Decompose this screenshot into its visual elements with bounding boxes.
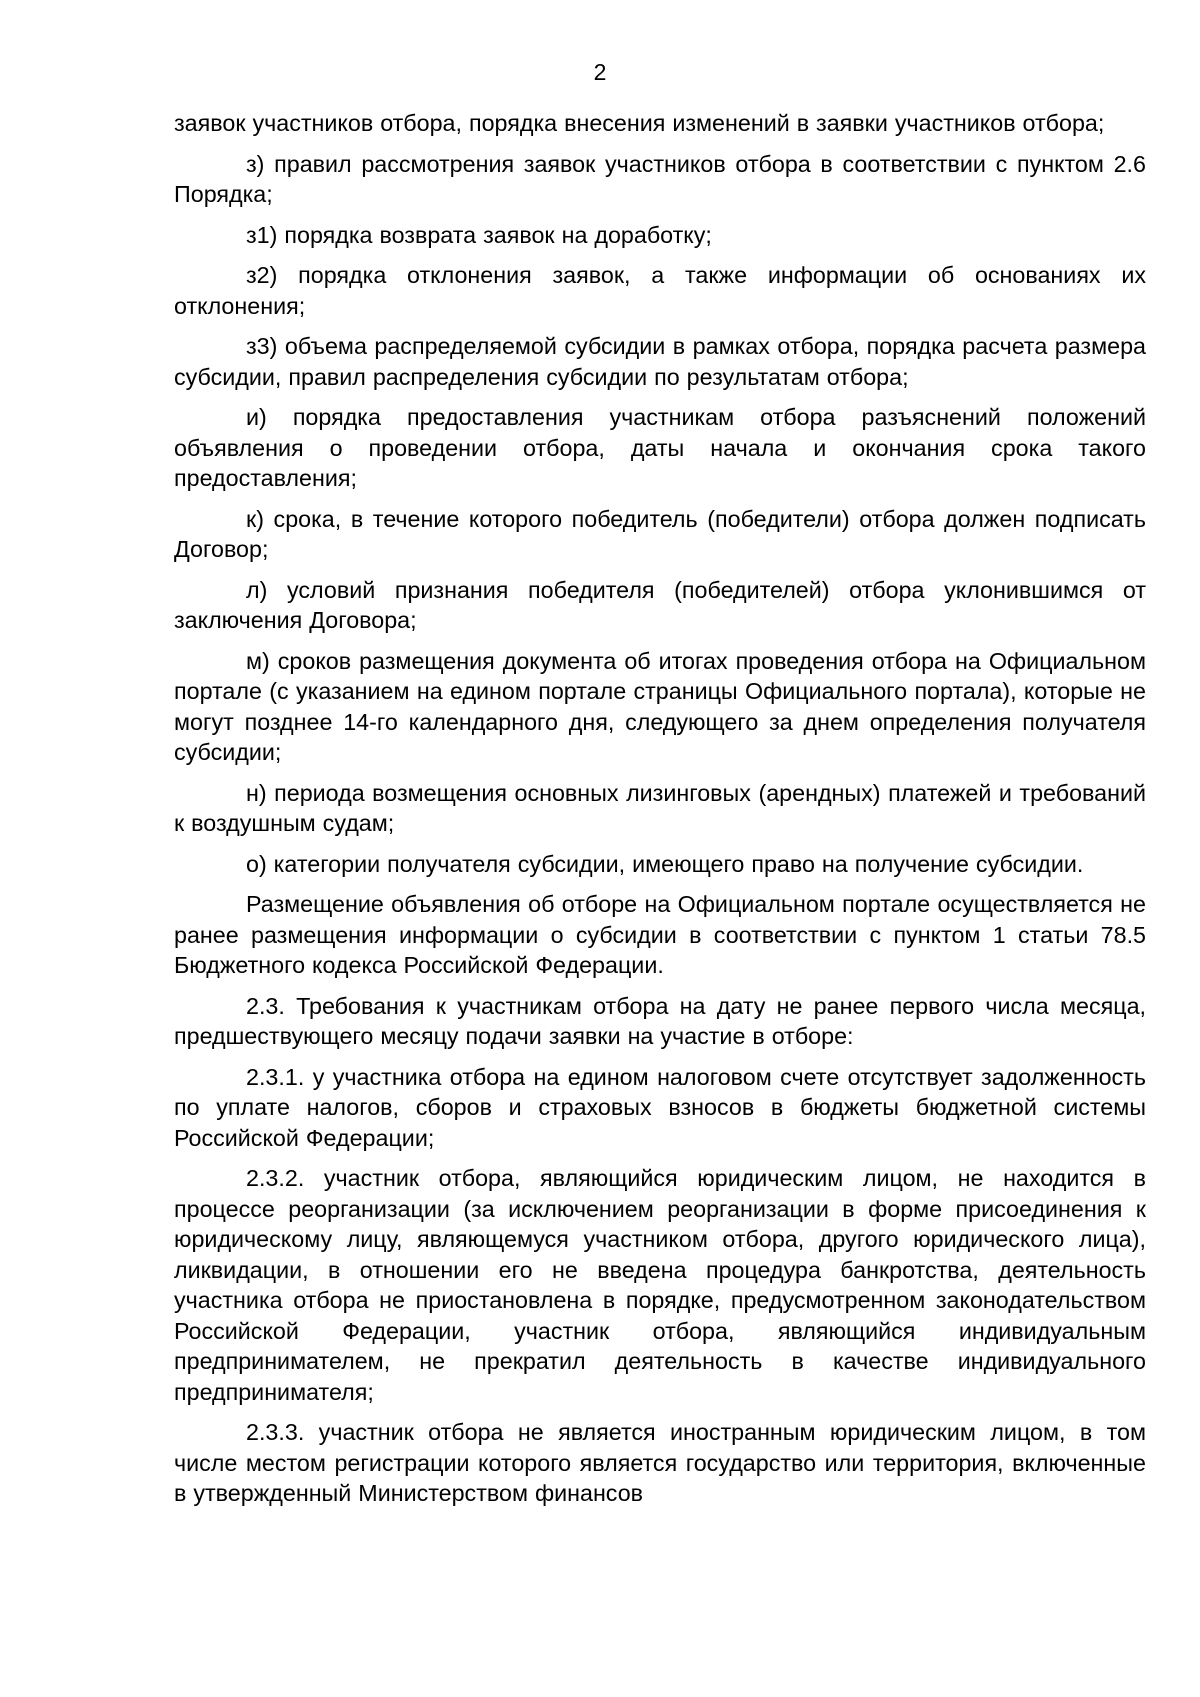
paragraph-section-2-3-1: 2.3.1. у участника отбора на едином налоговом счете отсутствует задолженность по уплате налогов, сборов и страховых взносов в бюджеты бюджетной системы Российской Федерации; [174, 1063, 1146, 1151]
paragraph-item-n: н) периода возмещения основных лизинговых (арендных) платежей и требований к воздушным судам; [174, 779, 1146, 836]
paragraph-item-l: л) условий признания победителя (победителей) отбора уклонившимся от заключения Договора; [174, 576, 1146, 633]
paragraph-item-z3: з3) объема распределяемой субсидии в рамках отбора, порядка расчета размера субсидии, правил распределения субсидии по результатам отбора; [174, 333, 1146, 390]
paragraph-item-i: и) порядка предоставления участникам отбора разъяснений положений объявления о проведении отбора, даты начала и окончания срока такого предоставления; [174, 404, 1146, 491]
page-number: 2 [593, 59, 607, 85]
paragraph-item-o: о) категории получателя субсидии, имеющего право на получение субсидии. [246, 850, 1084, 877]
paragraph-item-z: з) правил рассмотрения заявок участников отбора в соответствии с пунктом 2.6 Порядка; [174, 150, 1146, 207]
paragraph-announcement-placement: Размещение объявления об отборе на Официальном портале осуществляется не ранее размещения информации о субсидии в соответствии с пунктом 1 статьи 78.5 Бюджетного кодекса Российской Федерации. [174, 891, 1146, 978]
paragraph-item-z2: з2) порядка отклонения заявок, а также информации об основаниях их отклонения; [174, 262, 1146, 319]
paragraph-section-2-3: 2.3. Требования к участникам отбора на дату не ранее первого числа месяца, предшествующего месяцу подачи заявки на участие в отборе: [174, 992, 1146, 1049]
document-body [174, 108, 1146, 1519]
paragraph-continuation: заявок участников отбора, порядка внесения изменений в заявки участников отбора; [174, 110, 1105, 136]
paragraph-item-z1: з1) порядка возврата заявок на доработку; [246, 221, 712, 248]
paragraph-item-m: м) сроков размещения документа об итогах проведения отбора на Официальном портале (с указанием на едином портале страницы Официального портала), которые не могут позднее 14-го календарного дня, следующего за днем определения получателя субсидии; [174, 647, 1146, 765]
paragraph-item-k: к) срока, в течение которого победитель (победители) отбора должен подписать Договор; [174, 505, 1146, 562]
paragraph-section-2-3-3: 2.3.3. участник отбора не является иностранным юридическим лицом, в том числе местом регистрации которого является государство или территория, включенные в утвержденный Министерством финансов [174, 1419, 1146, 1506]
paragraph-section-2-3-2: 2.3.2. участник отбора, являющийся юридическим лицом, не находится в процессе реорганизации (за исключением реорганизации в форме присоединения к юридическому лицу, являющемуся участником отбора, другого юридического лица), ликвидации, в отношении его не введена процедура банкротства, деятельность участника отбора не приостановлена в порядке, предусмотренном законодательством Российской Федерации, участник отбора, являющийся индивидуальным предпринимателем, не прекратил деятельность в качестве индивидуального предпринимателя; [174, 1165, 1146, 1405]
